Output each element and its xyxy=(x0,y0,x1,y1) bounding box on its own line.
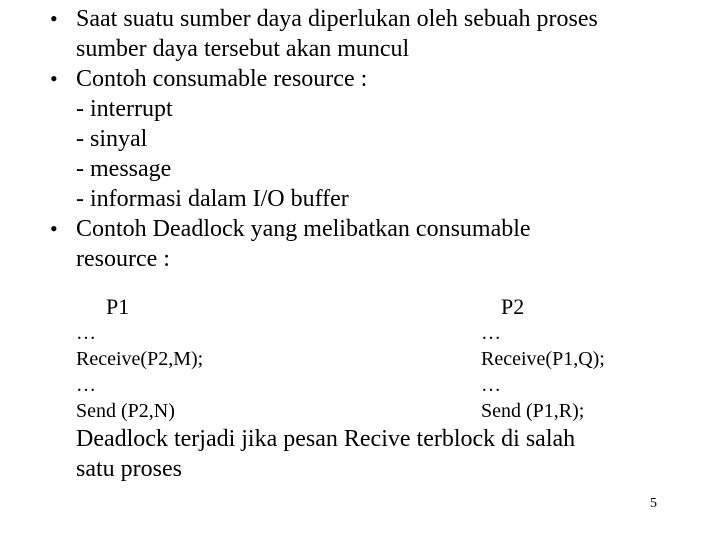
bullet-line: Contoh consumable resource : xyxy=(76,66,368,92)
process-p1-row: Send (P2,N) xyxy=(76,400,175,422)
bullet-item-resource-appears xyxy=(50,4,690,64)
bullet-line: Contoh Deadlock yang melibatkan consumable xyxy=(76,216,531,242)
process-p1-row: Receive(P2,M); xyxy=(76,348,204,370)
process-p1-row: … xyxy=(76,322,96,344)
process-p2-column xyxy=(481,294,605,424)
process-p2-row: … xyxy=(481,322,501,344)
conclusion-line: Deadlock terjadi jika pesan Recive terblock di salah xyxy=(76,426,576,452)
conclusion-line: satu proses xyxy=(76,456,182,482)
process-p1-column xyxy=(76,294,203,424)
bullet-line: - message xyxy=(76,156,172,182)
page-number: 5 xyxy=(650,496,657,511)
bullet-line: - informasi dalam I/O buffer xyxy=(76,186,349,212)
bullet-line: - sinyal xyxy=(76,126,148,152)
bullet-line: - interrupt xyxy=(76,96,173,122)
bullet-dot-icon: • xyxy=(50,66,58,91)
process-p2-row: … xyxy=(481,374,501,396)
conclusion-text xyxy=(76,424,575,484)
bullet-item-consumable-examples xyxy=(50,64,690,214)
process-p2-row: Receive(P1,Q); xyxy=(481,348,605,370)
process-p2-row: Send (P1,R); xyxy=(481,400,585,422)
bullet-line: resource : xyxy=(76,246,170,272)
process-p2-name: P2 xyxy=(501,294,525,319)
bullet-line: sumber daya tersebut akan muncul xyxy=(76,36,410,62)
process-p1-name: P1 xyxy=(106,294,130,319)
bullet-list xyxy=(50,4,690,274)
bullet-dot-icon: • xyxy=(50,6,58,31)
bullet-line: Saat suatu sumber daya diperlukan oleh sebuah proses xyxy=(76,6,598,32)
process-p1-row: … xyxy=(76,374,96,396)
bullet-dot-icon: • xyxy=(50,216,58,241)
bullet-item-deadlock-example xyxy=(50,214,690,274)
